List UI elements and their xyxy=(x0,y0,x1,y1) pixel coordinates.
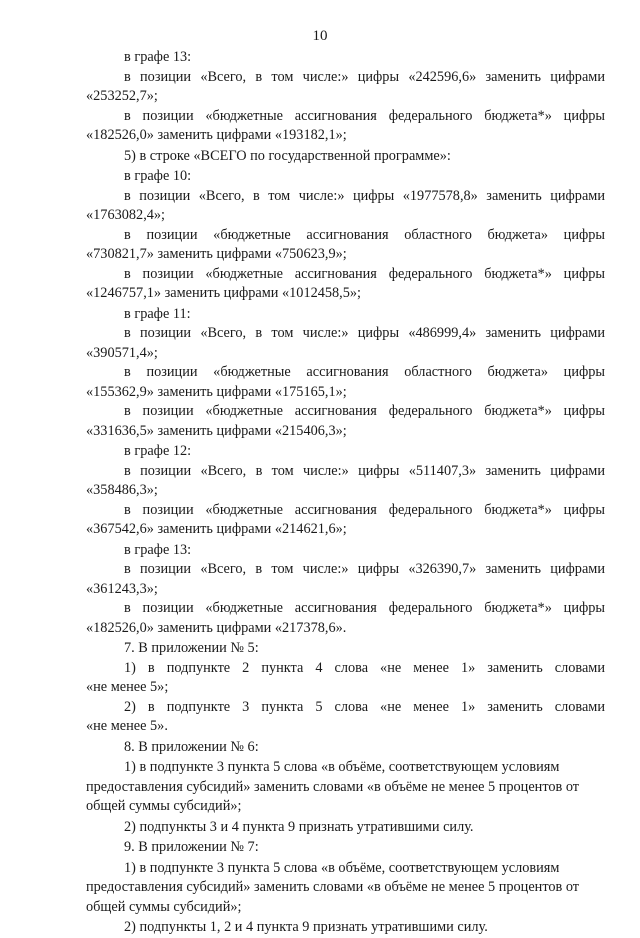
paragraph: «361243,3»; xyxy=(86,580,158,597)
paragraph: «182526,0» заменить цифрами «217378,6». xyxy=(86,619,347,636)
paragraph: в позиции «бюджетные ассигнования областного бюджета» цифры xyxy=(124,226,605,243)
paragraph: «367542,6» заменить цифрами «214621,6»; xyxy=(86,521,347,537)
paragraph: «182526,0» заменить цифрами «193182,1»; xyxy=(86,127,347,143)
paragraph: 1) в подпункте 3 пункта 5 слова «в объёме, соответствующем условиям предоставления субсидий» заменить словами «в объёме не менее 5 процентов от общей суммы субсидий»; xyxy=(86,759,580,814)
paragraph: в позиции «Всего, в том числе:» цифры «486999,4» заменить цифрами xyxy=(124,325,605,341)
paragraph: 9. В приложении № 7: xyxy=(124,839,259,855)
paragraph: «730821,7» заменить цифрами «750623,9»; xyxy=(86,246,347,262)
paragraph: в позиции «Всего, в том числе:» цифры «326390,7» заменить цифрами xyxy=(124,561,605,577)
paragraph: в позиции «бюджетные ассигнования федерального бюджета*» цифры xyxy=(124,600,605,616)
paragraph: 7. В приложении № 5: xyxy=(124,640,259,656)
paragraph: «331636,5» заменить цифрами «215406,3»; xyxy=(86,422,347,439)
paragraph: в позиции «бюджетные ассигнования федерального бюджета*» цифры xyxy=(124,501,605,518)
paragraph: «не менее 5»; xyxy=(86,679,169,695)
paragraph: в позиции «бюджетные ассигнования областного бюджета» цифры xyxy=(124,364,605,380)
paragraph: в позиции «Всего, в том числе:» цифры «1977578,8» заменить цифрами xyxy=(124,187,605,204)
paragraph: в позиции «бюджетные ассигнования федерального бюджета*» цифры xyxy=(124,107,605,124)
paragraph: в позиции «Всего, в том числе:» цифры «511407,3» заменить цифрами xyxy=(124,462,605,479)
paragraph: «253252,7»; xyxy=(86,88,158,104)
paragraph: в графе 10: xyxy=(124,168,192,184)
paragraph: «390571,4»; xyxy=(86,344,158,361)
paragraph: в графе 11: xyxy=(124,305,191,322)
paragraph: «358486,3»; xyxy=(86,482,158,498)
paragraph: «1246757,1» заменить цифрами «1012458,5»; xyxy=(86,285,362,301)
paragraph: в графе 12: xyxy=(124,443,192,459)
paragraph: 2) подпункты 1, 2 и 4 пункта 9 признать утратившими силу. xyxy=(124,919,488,935)
paragraph: «1763082,4»; xyxy=(86,207,166,223)
paragraph: «не менее 5». xyxy=(86,718,168,734)
paragraph: 2) в подпункте 3 пункта 5 слова «не менее 1» заменить словами xyxy=(124,698,605,715)
document-body xyxy=(86,48,605,938)
paragraph: в графе 13: xyxy=(124,49,192,65)
page-number: 10 xyxy=(312,28,328,44)
paragraph: в графе 13: xyxy=(124,541,192,558)
paragraph: в позиции «бюджетные ассигнования федерального бюджета*» цифры xyxy=(124,265,605,282)
paragraph: 8. В приложении № 6: xyxy=(124,738,259,755)
paragraph: 2) подпункты 3 и 4 пункта 9 признать утратившими силу. xyxy=(124,818,474,835)
paragraph: 1) в подпункте 3 пункта 5 слова «в объёме, соответствующем условиям предоставления субсидий» заменить словами «в объёме не менее 5 процентов от общей суммы субсидий»; xyxy=(86,859,580,915)
paragraph: 1) в подпункте 2 пункта 4 слова «не менее 1» заменить словами xyxy=(124,659,605,676)
paragraph: 5) в строке «ВСЕГО по государственной программе»: xyxy=(124,147,451,164)
paragraph: в позиции «бюджетные ассигнования федерального бюджета*» цифры xyxy=(124,403,605,419)
paragraph: «155362,9» заменить цифрами «175165,1»; xyxy=(86,383,347,400)
paragraph: в позиции «Всего, в том числе:» цифры «242596,6» заменить цифрами xyxy=(124,68,605,85)
